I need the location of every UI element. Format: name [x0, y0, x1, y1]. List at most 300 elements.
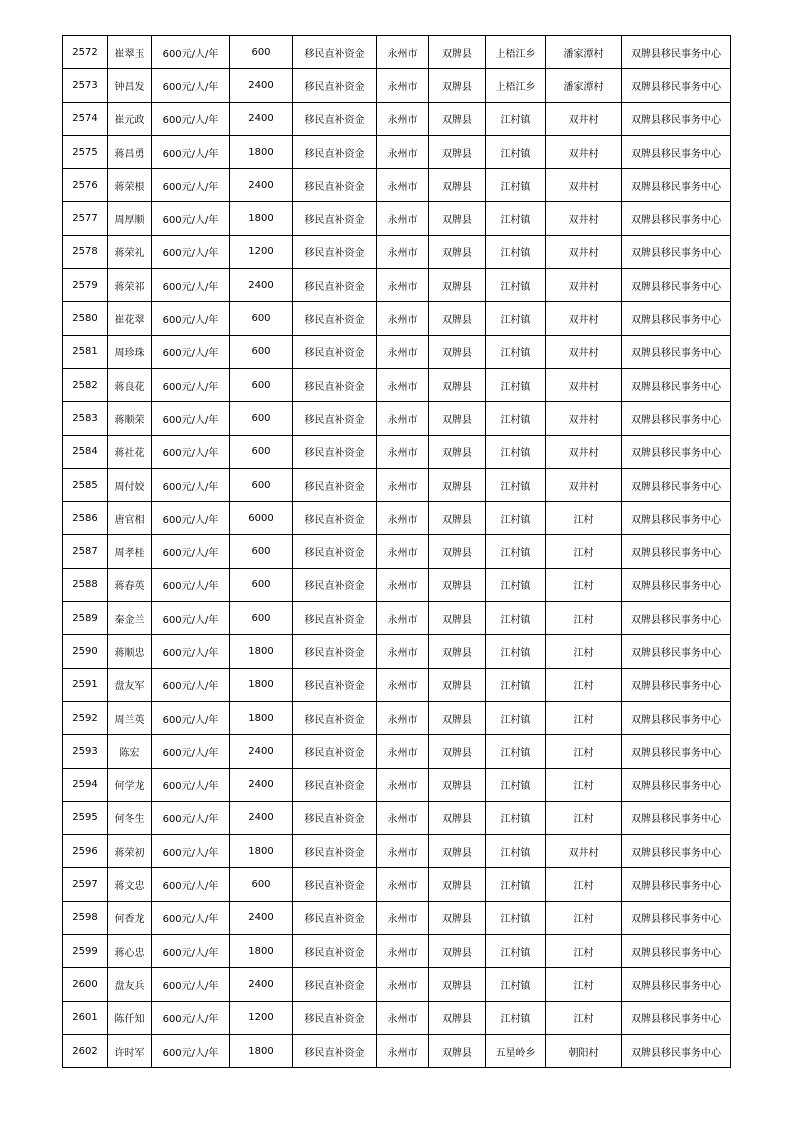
city-cell: 永州市 — [377, 1001, 429, 1034]
fund-type-cell: 移民直补资金 — [293, 968, 377, 1001]
serial-number-cell: 2584 — [63, 435, 108, 468]
county-cell: 双牌县 — [429, 202, 486, 235]
standard-cell: 600元/人/年 — [152, 935, 230, 968]
name-cell: 陈仟知 — [108, 1001, 152, 1034]
fund-type-cell: 移民直补资金 — [293, 835, 377, 868]
standard-cell: 600元/人/年 — [152, 835, 230, 868]
name-cell: 蒋荣礼 — [108, 235, 152, 268]
county-cell: 双牌县 — [429, 235, 486, 268]
standard-cell: 600元/人/年 — [152, 901, 230, 934]
standard-cell: 600元/人/年 — [152, 635, 230, 668]
town-cell: 江村镇 — [486, 102, 546, 135]
village-cell: 江村 — [546, 701, 622, 734]
city-cell: 永州市 — [377, 768, 429, 801]
town-cell: 江村镇 — [486, 602, 546, 635]
standard-cell: 600元/人/年 — [152, 868, 230, 901]
county-cell: 双牌县 — [429, 1001, 486, 1034]
table-row — [63, 635, 731, 668]
village-cell: 江村 — [546, 535, 622, 568]
town-cell: 江村镇 — [486, 735, 546, 768]
county-cell: 双牌县 — [429, 735, 486, 768]
county-cell: 双牌县 — [429, 36, 486, 69]
name-cell: 陈宏 — [108, 735, 152, 768]
standard-cell: 600元/人/年 — [152, 69, 230, 102]
serial-number-cell: 2588 — [63, 568, 108, 601]
serial-number-cell: 2578 — [63, 235, 108, 268]
standard-cell: 600元/人/年 — [152, 202, 230, 235]
name-cell: 周厚顺 — [108, 202, 152, 235]
name-cell: 蒋心忠 — [108, 935, 152, 968]
table-row — [63, 269, 731, 302]
name-cell: 周孝桂 — [108, 535, 152, 568]
fund-type-cell: 移民直补资金 — [293, 768, 377, 801]
village-cell: 江村 — [546, 768, 622, 801]
city-cell: 永州市 — [377, 968, 429, 1001]
name-cell: 蒋荣祁 — [108, 269, 152, 302]
agency-cell: 双牌县移民事务中心 — [622, 368, 731, 401]
serial-number-cell: 2572 — [63, 36, 108, 69]
serial-number-cell: 2575 — [63, 135, 108, 168]
amount-cell: 1800 — [230, 835, 293, 868]
table-row — [63, 602, 731, 635]
amount-cell: 2400 — [230, 968, 293, 1001]
amount-cell: 1800 — [230, 935, 293, 968]
table-row — [63, 468, 731, 501]
town-cell: 上梧江乡 — [486, 69, 546, 102]
amount-cell: 2400 — [230, 169, 293, 202]
table-row — [63, 768, 731, 801]
city-cell: 永州市 — [377, 402, 429, 435]
agency-cell: 双牌县移民事务中心 — [622, 69, 731, 102]
city-cell: 永州市 — [377, 602, 429, 635]
standard-cell: 600元/人/年 — [152, 169, 230, 202]
fund-type-cell: 移民直补资金 — [293, 102, 377, 135]
name-cell: 崔元政 — [108, 102, 152, 135]
village-cell: 双井村 — [546, 102, 622, 135]
county-cell: 双牌县 — [429, 801, 486, 834]
city-cell: 永州市 — [377, 302, 429, 335]
agency-cell: 双牌县移民事务中心 — [622, 835, 731, 868]
agency-cell: 双牌县移民事务中心 — [622, 668, 731, 701]
agency-cell: 双牌县移民事务中心 — [622, 235, 731, 268]
city-cell: 永州市 — [377, 535, 429, 568]
village-cell: 潘家潭村 — [546, 69, 622, 102]
name-cell: 蒋顺忠 — [108, 635, 152, 668]
county-cell: 双牌县 — [429, 701, 486, 734]
amount-cell: 600 — [230, 368, 293, 401]
name-cell: 蒋良花 — [108, 368, 152, 401]
name-cell: 蒋荣初 — [108, 835, 152, 868]
table-row — [63, 935, 731, 968]
fund-type-cell: 移民直补资金 — [293, 602, 377, 635]
name-cell: 何冬生 — [108, 801, 152, 834]
village-cell: 双井村 — [546, 302, 622, 335]
city-cell: 永州市 — [377, 635, 429, 668]
serial-number-cell: 2592 — [63, 701, 108, 734]
serial-number-cell: 2581 — [63, 335, 108, 368]
standard-cell: 600元/人/年 — [152, 36, 230, 69]
village-cell: 江村 — [546, 868, 622, 901]
city-cell: 永州市 — [377, 36, 429, 69]
city-cell: 永州市 — [377, 135, 429, 168]
amount-cell: 600 — [230, 535, 293, 568]
city-cell: 永州市 — [377, 169, 429, 202]
amount-cell: 600 — [230, 36, 293, 69]
county-cell: 双牌县 — [429, 502, 486, 535]
county-cell: 双牌县 — [429, 135, 486, 168]
name-cell: 崔花翠 — [108, 302, 152, 335]
table-row — [63, 368, 731, 401]
town-cell: 江村镇 — [486, 302, 546, 335]
village-cell: 双井村 — [546, 235, 622, 268]
roster-body — [63, 36, 731, 1068]
village-cell: 江村 — [546, 735, 622, 768]
amount-cell: 2400 — [230, 102, 293, 135]
county-cell: 双牌县 — [429, 335, 486, 368]
county-cell: 双牌县 — [429, 302, 486, 335]
name-cell: 蒋顺荣 — [108, 402, 152, 435]
fund-type-cell: 移民直补资金 — [293, 502, 377, 535]
serial-number-cell: 2591 — [63, 668, 108, 701]
agency-cell: 双牌县移民事务中心 — [622, 502, 731, 535]
amount-cell: 1800 — [230, 701, 293, 734]
county-cell: 双牌县 — [429, 868, 486, 901]
agency-cell: 双牌县移民事务中心 — [622, 801, 731, 834]
name-cell: 钟昌发 — [108, 69, 152, 102]
table-row — [63, 968, 731, 1001]
standard-cell: 600元/人/年 — [152, 269, 230, 302]
village-cell: 江村 — [546, 801, 622, 834]
agency-cell: 双牌县移民事务中心 — [622, 335, 731, 368]
village-cell: 双井村 — [546, 468, 622, 501]
name-cell: 周珍珠 — [108, 335, 152, 368]
standard-cell: 600元/人/年 — [152, 768, 230, 801]
village-cell: 江村 — [546, 668, 622, 701]
fund-type-cell: 移民直补资金 — [293, 235, 377, 268]
serial-number-cell: 2580 — [63, 302, 108, 335]
amount-cell: 1800 — [230, 668, 293, 701]
subsidy-roster-table — [62, 35, 731, 1068]
name-cell: 蒋社花 — [108, 435, 152, 468]
county-cell: 双牌县 — [429, 169, 486, 202]
fund-type-cell: 移民直补资金 — [293, 668, 377, 701]
town-cell: 江村镇 — [486, 868, 546, 901]
fund-type-cell: 移民直补资金 — [293, 36, 377, 69]
agency-cell: 双牌县移民事务中心 — [622, 435, 731, 468]
standard-cell: 600元/人/年 — [152, 502, 230, 535]
serial-number-cell: 2596 — [63, 835, 108, 868]
town-cell: 江村镇 — [486, 202, 546, 235]
amount-cell: 2400 — [230, 901, 293, 934]
village-cell: 江村 — [546, 968, 622, 1001]
serial-number-cell: 2577 — [63, 202, 108, 235]
serial-number-cell: 2579 — [63, 269, 108, 302]
city-cell: 永州市 — [377, 69, 429, 102]
serial-number-cell: 2582 — [63, 368, 108, 401]
serial-number-cell: 2590 — [63, 635, 108, 668]
agency-cell: 双牌县移民事务中心 — [622, 602, 731, 635]
table-row — [63, 1001, 731, 1034]
city-cell: 永州市 — [377, 835, 429, 868]
town-cell: 江村镇 — [486, 402, 546, 435]
county-cell: 双牌县 — [429, 668, 486, 701]
county-cell: 双牌县 — [429, 968, 486, 1001]
fund-type-cell: 移民直补资金 — [293, 535, 377, 568]
serial-number-cell: 2574 — [63, 102, 108, 135]
standard-cell: 600元/人/年 — [152, 402, 230, 435]
table-row — [63, 402, 731, 435]
name-cell: 盘友兵 — [108, 968, 152, 1001]
village-cell: 双井村 — [546, 835, 622, 868]
serial-number-cell: 2576 — [63, 169, 108, 202]
town-cell: 江村镇 — [486, 768, 546, 801]
county-cell: 双牌县 — [429, 402, 486, 435]
fund-type-cell: 移民直补资金 — [293, 635, 377, 668]
name-cell: 何学龙 — [108, 768, 152, 801]
amount-cell: 600 — [230, 568, 293, 601]
town-cell: 江村镇 — [486, 901, 546, 934]
city-cell: 永州市 — [377, 502, 429, 535]
agency-cell: 双牌县移民事务中心 — [622, 135, 731, 168]
county-cell: 双牌县 — [429, 935, 486, 968]
table-row — [63, 502, 731, 535]
village-cell: 江村 — [546, 635, 622, 668]
agency-cell: 双牌县移民事务中心 — [622, 468, 731, 501]
town-cell: 江村镇 — [486, 235, 546, 268]
fund-type-cell: 移民直补资金 — [293, 169, 377, 202]
amount-cell: 2400 — [230, 768, 293, 801]
table-row — [63, 135, 731, 168]
agency-cell: 双牌县移民事务中心 — [622, 735, 731, 768]
table-row — [63, 235, 731, 268]
table-row — [63, 868, 731, 901]
fund-type-cell: 移民直补资金 — [293, 935, 377, 968]
fund-type-cell: 移民直补资金 — [293, 368, 377, 401]
fund-type-cell: 移民直补资金 — [293, 868, 377, 901]
amount-cell: 600 — [230, 602, 293, 635]
county-cell: 双牌县 — [429, 1034, 486, 1067]
amount-cell: 600 — [230, 868, 293, 901]
amount-cell: 600 — [230, 402, 293, 435]
town-cell: 江村镇 — [486, 801, 546, 834]
town-cell: 江村镇 — [486, 169, 546, 202]
agency-cell: 双牌县移民事务中心 — [622, 202, 731, 235]
village-cell: 双井村 — [546, 202, 622, 235]
fund-type-cell: 移民直补资金 — [293, 435, 377, 468]
standard-cell: 600元/人/年 — [152, 302, 230, 335]
county-cell: 双牌县 — [429, 435, 486, 468]
agency-cell: 双牌县移民事务中心 — [622, 901, 731, 934]
amount-cell: 2400 — [230, 801, 293, 834]
town-cell: 江村镇 — [486, 668, 546, 701]
agency-cell: 双牌县移民事务中心 — [622, 701, 731, 734]
standard-cell: 600元/人/年 — [152, 1034, 230, 1067]
agency-cell: 双牌县移民事务中心 — [622, 402, 731, 435]
amount-cell: 2400 — [230, 735, 293, 768]
standard-cell: 600元/人/年 — [152, 368, 230, 401]
amount-cell: 1200 — [230, 1001, 293, 1034]
town-cell: 江村镇 — [486, 1001, 546, 1034]
table-row — [63, 102, 731, 135]
county-cell: 双牌县 — [429, 602, 486, 635]
standard-cell: 600元/人/年 — [152, 1001, 230, 1034]
serial-number-cell: 2602 — [63, 1034, 108, 1067]
town-cell: 江村镇 — [486, 535, 546, 568]
village-cell: 江村 — [546, 568, 622, 601]
village-cell: 双井村 — [546, 402, 622, 435]
agency-cell: 双牌县移民事务中心 — [622, 102, 731, 135]
town-cell: 江村镇 — [486, 368, 546, 401]
table-row — [63, 568, 731, 601]
standard-cell: 600元/人/年 — [152, 535, 230, 568]
town-cell: 五星岭乡 — [486, 1034, 546, 1067]
city-cell: 永州市 — [377, 1034, 429, 1067]
name-cell: 秦金兰 — [108, 602, 152, 635]
standard-cell: 600元/人/年 — [152, 435, 230, 468]
table-row — [63, 535, 731, 568]
name-cell: 何香龙 — [108, 901, 152, 934]
table-row — [63, 701, 731, 734]
table-row — [63, 36, 731, 69]
serial-number-cell: 2601 — [63, 1001, 108, 1034]
serial-number-cell: 2587 — [63, 535, 108, 568]
amount-cell: 1800 — [230, 135, 293, 168]
standard-cell: 600元/人/年 — [152, 335, 230, 368]
village-cell: 江村 — [546, 602, 622, 635]
name-cell: 蒋荣根 — [108, 169, 152, 202]
village-cell: 朝阳村 — [546, 1034, 622, 1067]
serial-number-cell: 2586 — [63, 502, 108, 535]
city-cell: 永州市 — [377, 701, 429, 734]
fund-type-cell: 移民直补资金 — [293, 701, 377, 734]
standard-cell: 600元/人/年 — [152, 135, 230, 168]
town-cell: 江村镇 — [486, 435, 546, 468]
county-cell: 双牌县 — [429, 269, 486, 302]
county-cell: 双牌县 — [429, 768, 486, 801]
town-cell: 江村镇 — [486, 502, 546, 535]
table-row — [63, 901, 731, 934]
agency-cell: 双牌县移民事务中心 — [622, 169, 731, 202]
agency-cell: 双牌县移民事务中心 — [622, 36, 731, 69]
county-cell: 双牌县 — [429, 368, 486, 401]
county-cell: 双牌县 — [429, 102, 486, 135]
village-cell: 江村 — [546, 1001, 622, 1034]
village-cell: 双井村 — [546, 135, 622, 168]
name-cell: 蒋文忠 — [108, 868, 152, 901]
table-row — [63, 335, 731, 368]
village-cell: 江村 — [546, 935, 622, 968]
fund-type-cell: 移民直补资金 — [293, 269, 377, 302]
table-row — [63, 801, 731, 834]
serial-number-cell: 2594 — [63, 768, 108, 801]
fund-type-cell: 移民直补资金 — [293, 1001, 377, 1034]
standard-cell: 600元/人/年 — [152, 735, 230, 768]
amount-cell: 1800 — [230, 1034, 293, 1067]
amount-cell: 600 — [230, 302, 293, 335]
table-row — [63, 668, 731, 701]
city-cell: 永州市 — [377, 435, 429, 468]
fund-type-cell: 移民直补资金 — [293, 1034, 377, 1067]
village-cell: 双井村 — [546, 269, 622, 302]
table-row — [63, 302, 731, 335]
city-cell: 永州市 — [377, 102, 429, 135]
table-row — [63, 169, 731, 202]
city-cell: 永州市 — [377, 868, 429, 901]
serial-number-cell: 2597 — [63, 868, 108, 901]
city-cell: 永州市 — [377, 901, 429, 934]
city-cell: 永州市 — [377, 468, 429, 501]
fund-type-cell: 移民直补资金 — [293, 402, 377, 435]
amount-cell: 1800 — [230, 635, 293, 668]
village-cell: 双井村 — [546, 368, 622, 401]
county-cell: 双牌县 — [429, 468, 486, 501]
standard-cell: 600元/人/年 — [152, 102, 230, 135]
agency-cell: 双牌县移民事务中心 — [622, 968, 731, 1001]
name-cell: 崔翠玉 — [108, 36, 152, 69]
serial-number-cell: 2573 — [63, 69, 108, 102]
name-cell: 唐官相 — [108, 502, 152, 535]
village-cell: 双井村 — [546, 435, 622, 468]
agency-cell: 双牌县移民事务中心 — [622, 535, 731, 568]
city-cell: 永州市 — [377, 235, 429, 268]
name-cell: 周兰英 — [108, 701, 152, 734]
town-cell: 江村镇 — [486, 968, 546, 1001]
standard-cell: 600元/人/年 — [152, 235, 230, 268]
fund-type-cell: 移民直补资金 — [293, 468, 377, 501]
town-cell: 江村镇 — [486, 468, 546, 501]
agency-cell: 双牌县移民事务中心 — [622, 868, 731, 901]
town-cell: 江村镇 — [486, 269, 546, 302]
county-cell: 双牌县 — [429, 635, 486, 668]
fund-type-cell: 移民直补资金 — [293, 735, 377, 768]
city-cell: 永州市 — [377, 735, 429, 768]
name-cell: 许时军 — [108, 1034, 152, 1067]
fund-type-cell: 移民直补资金 — [293, 901, 377, 934]
amount-cell: 600 — [230, 335, 293, 368]
standard-cell: 600元/人/年 — [152, 468, 230, 501]
town-cell: 江村镇 — [486, 135, 546, 168]
fund-type-cell: 移民直补资金 — [293, 335, 377, 368]
amount-cell: 1200 — [230, 235, 293, 268]
city-cell: 永州市 — [377, 368, 429, 401]
fund-type-cell: 移民直补资金 — [293, 302, 377, 335]
agency-cell: 双牌县移民事务中心 — [622, 302, 731, 335]
fund-type-cell: 移民直补资金 — [293, 568, 377, 601]
county-cell: 双牌县 — [429, 69, 486, 102]
name-cell: 盘友军 — [108, 668, 152, 701]
city-cell: 永州市 — [377, 801, 429, 834]
agency-cell: 双牌县移民事务中心 — [622, 568, 731, 601]
serial-number-cell: 2600 — [63, 968, 108, 1001]
serial-number-cell: 2583 — [63, 402, 108, 435]
city-cell: 永州市 — [377, 202, 429, 235]
amount-cell: 2400 — [230, 269, 293, 302]
standard-cell: 600元/人/年 — [152, 568, 230, 601]
town-cell: 江村镇 — [486, 835, 546, 868]
town-cell: 上梧江乡 — [486, 36, 546, 69]
town-cell: 江村镇 — [486, 701, 546, 734]
town-cell: 江村镇 — [486, 568, 546, 601]
table-row — [63, 69, 731, 102]
serial-number-cell: 2598 — [63, 901, 108, 934]
city-cell: 永州市 — [377, 269, 429, 302]
village-cell: 双井村 — [546, 335, 622, 368]
agency-cell: 双牌县移民事务中心 — [622, 935, 731, 968]
city-cell: 永州市 — [377, 335, 429, 368]
serial-number-cell: 2589 — [63, 602, 108, 635]
fund-type-cell: 移民直补资金 — [293, 69, 377, 102]
amount-cell: 600 — [230, 435, 293, 468]
